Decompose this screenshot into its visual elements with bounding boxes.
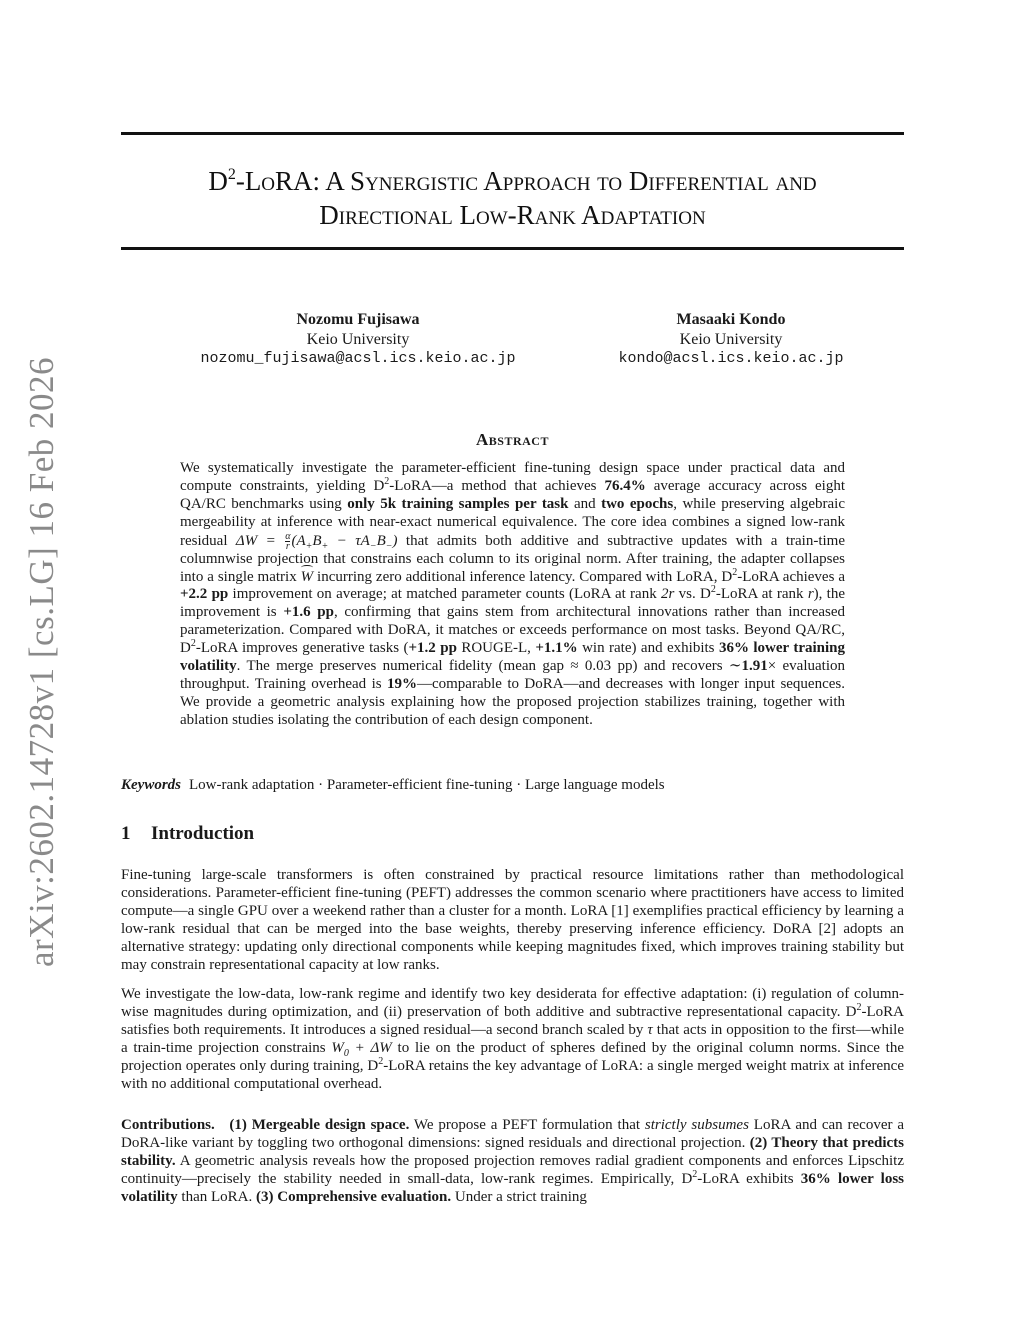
author-name: Nozomu Fujisawa [296,311,420,328]
keywords-text: Low-rank adaptation · Parameter-efficient fine-tuning · Large language models [189,777,665,793]
delta-w-equation: ΔW = $\frac{\alpha}{r}$ $(A_+B_+ - \tau A_-B_-)$ [235,530,398,552]
author-email: nozomu_fujisawa@acsl.ics.keio.ac.jp [200,350,516,367]
abstract-body: We systematically investigate the parameter-efficient fine-tuning design space under practical data and compute constraints, yielding $D^2-LoRA—a$ method that achieves 76.4% average accuracy across eight QA/RC benchmarks using only 5k training samples per task and two epochs, while preserving algebraic mergeability at inference with near-exact numerical equivalence. The core idea combines a signed low-rank residual ΔW = $\frac{\alpha}{r}$ $(A_+B_+ - \tau A_-B_-)$ that admits both additive and subtractive updates with a train-time columnwise projection that constrains each column to its original norm. After training, the adapter collapses into a single matrix W incurring zero additional inference latency. Compared with LoRA, $D^2$-LoRA achieves a +2.2 pp improvement on average; at matched parameter counts (LoRA at rank 2r vs. $D^2$-LoRA at rank r), the improvement is +1.6 pp, confirming that gains stem from architectural innovations rather than increased parameterization. Compared with DoRA, it matches or exceeds performance on most tasks. Beyond QA/RC, $D^2$-LoRA improves generative tasks (+1.2 pp ROUGE-L, +1.1% win rate) and exhibits 36% lower training volatility. The merge preserves numerical fidelity (mean gap ≈ 0.03 pp) and recovers ∼1.91× evaluation throughput. Training overhead is 19%—comparable to DoRA—and decreases with longer input sequences. We provide a geometric analysis explaining how the proposed projection stabilizes training, together with ablation studies isolating the contribution of each design component. [180,460,846,728]
keywords-label: Keywords [121,777,181,793]
author-affiliation: Keio University [679,330,783,348]
abstract-heading: Abstract [476,430,549,449]
contributions-paragraph: Contributions. (1) Mergeable design space. We propose a PEFT formulation that strictly subsumes LoRA and can recover a DoRA-like variant by toggling two orthogonal dimensions: signed residuals and directional projection. (2) Theory that predicts stability. A geometric analysis reveals how the proposed projection removes radial gradient components and enforces Lipschitz continuity—precisely the stability needed in small-data, low-rank regimes. Empirically, $D^2$-LoRA exhibits 36% lower loss volatility than LoRA. (3) Comprehensive evaluation. Under a strict training [121,1117,905,1205]
author-block-1 [178,310,538,369]
title-bottom-rule [121,247,904,250]
author-email: kondo@acsl.ics.keio.ac.jp [618,350,844,367]
intro-paragraph-1: Fine-tuning large-scale transformers is often constrained by practical resource limitations rather than methodological considerations. Parameter-efficient fine-tuning (PEFT) addresses the common scenario where practitioners have access to limited compute—a single GPU over a weekend rather than a cluster for a month. LoRA [1] exemplifies practical efficiency by learning a low-rank residual that can be merged into the base weights, thereby preserving inference efficiency. DoRA [2] adopts an alternative strategy: updating only directional components while keeping magnitudes fixed, which improves training stability but may constrain representational capacity at low ranks. [121,867,904,973]
author-name: Masaaki Kondo [676,311,786,328]
author-affiliation: Keio University [306,330,410,348]
arxiv-identifier-stamp: arXiv:2602.14728v1 [cs.LG] 16 Feb 2026 [22,356,61,968]
intro-paragraph-2: We investigate the low-data, low-rank regime and identify two key desiderata for effective adaptation: (i) regulation of column-wise magnitudes during optimization, and (ii) preservation of both additive and subtractive representational capacity. $D^2$-LoRA satisfies both requirements. It introduces a signed residual—a second branch scaled by τ that acts in opposition to the first—while a train-time projection constrains $W_0 + \Delta W$ to lie on the product of spheres defined by the original column norms. Since the projection operates only during training, $D^2$-LoRA retains the key advantage of LoRA: a single merged weight matrix at inference with no additional computational overhead. [121,986,905,1092]
keywords-line [121,777,904,794]
paper-title-line-1: $D^2$-LoRA: A Synergistic Approach to Differential and [208,166,817,196]
merged-matrix-symbol: W [300,568,314,585]
title-top-rule [121,132,904,135]
paper-title-line-2: Directional Low-Rank Adaptation [319,200,706,230]
section-heading-introduction: 1 Introduction [121,823,255,844]
author-block-2 [551,310,911,369]
